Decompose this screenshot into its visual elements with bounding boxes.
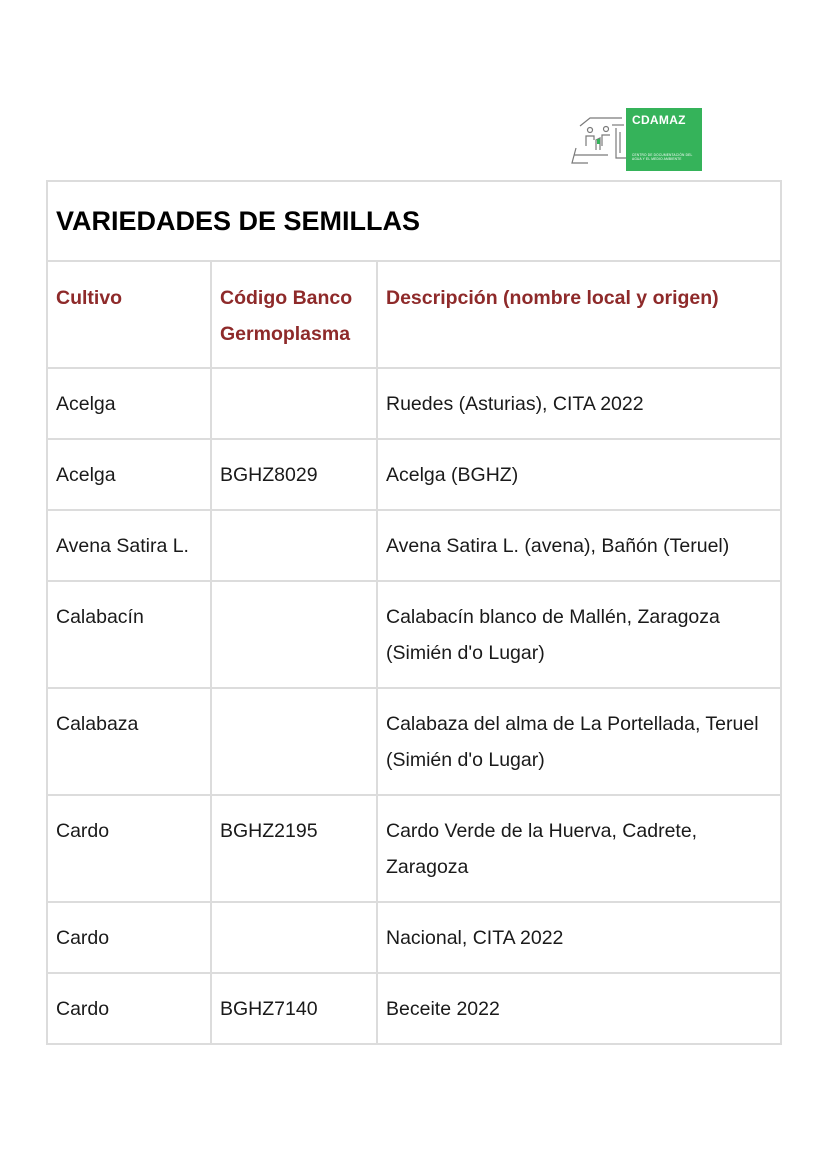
table-row — [47, 795, 781, 902]
cell-cultivo: Calabacín — [47, 581, 211, 688]
seed-varieties-table — [46, 180, 782, 1045]
cdamaz-logo — [568, 108, 702, 171]
logo-badge — [626, 108, 702, 171]
cell-codigo: BGHZ8029 — [211, 439, 377, 510]
cell-descripcion: Nacional, CITA 2022 — [377, 902, 781, 973]
table-row — [47, 581, 781, 688]
table-row — [47, 510, 781, 581]
logo-subtitle: CENTRO DE DOCUMENTACIÓN DEL AGUA Y EL MEDIO AMBIENTE — [632, 153, 693, 161]
cell-cultivo: Cardo — [47, 795, 211, 902]
column-header-cultivo: Cultivo — [47, 261, 211, 368]
table-header-row — [47, 261, 781, 368]
cell-descripcion: Calabacín blanco de Mallén, Zaragoza (Simién d'o Lugar) — [377, 581, 781, 688]
table-title-row — [47, 181, 781, 261]
cell-codigo — [211, 368, 377, 439]
cell-cultivo: Avena Satira L. — [47, 510, 211, 581]
cell-codigo — [211, 902, 377, 973]
cell-descripcion: Cardo Verde de la Huerva, Cadrete, Zaragoza — [377, 795, 781, 902]
logo-title: CDAMAZ — [632, 113, 686, 127]
cell-codigo: BGHZ2195 — [211, 795, 377, 902]
cell-cultivo: Cardo — [47, 973, 211, 1044]
cell-cultivo: Acelga — [47, 439, 211, 510]
building-people-icon — [568, 108, 628, 171]
table-row — [47, 688, 781, 795]
cell-cultivo: Calabaza — [47, 688, 211, 795]
cell-descripcion: Acelga (BGHZ) — [377, 439, 781, 510]
table-row — [47, 368, 781, 439]
table-row — [47, 973, 781, 1044]
cell-codigo: BGHZ7140 — [211, 973, 377, 1044]
table-row — [47, 439, 781, 510]
cell-cultivo: Cardo — [47, 902, 211, 973]
column-header-codigo: Código Banco Germoplasma — [211, 261, 377, 368]
cell-codigo — [211, 688, 377, 795]
cell-codigo — [211, 581, 377, 688]
cell-descripcion: Ruedes (Asturias), CITA 2022 — [377, 368, 781, 439]
cell-descripcion: Beceite 2022 — [377, 973, 781, 1044]
cell-descripcion: Avena Satira L. (avena), Bañón (Teruel) — [377, 510, 781, 581]
table-title: VARIEDADES DE SEMILLAS — [56, 206, 421, 236]
cell-cultivo: Acelga — [47, 368, 211, 439]
column-header-descripcion: Descripción (nombre local y origen) — [377, 261, 781, 368]
table-row — [47, 902, 781, 973]
cell-descripcion: Calabaza del alma de La Portellada, Teruel (Simién d'o Lugar) — [377, 688, 781, 795]
cell-codigo — [211, 510, 377, 581]
